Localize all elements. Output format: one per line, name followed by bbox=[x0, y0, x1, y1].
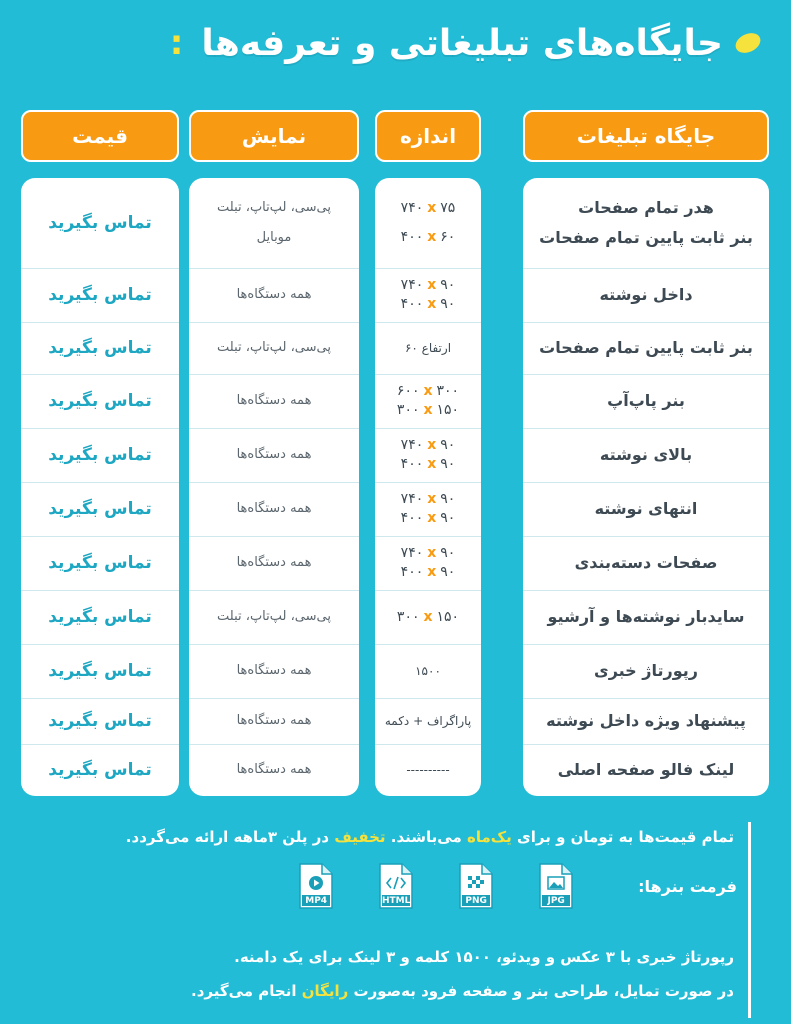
size-cell bbox=[375, 374, 481, 428]
place-cell bbox=[523, 178, 769, 268]
png-file-icon bbox=[458, 862, 494, 910]
size-x: x bbox=[427, 456, 437, 472]
note-highlight-free: رایگان bbox=[301, 982, 349, 1000]
size-height: ۱۵۰ bbox=[436, 402, 460, 418]
size-cell bbox=[375, 744, 481, 796]
size-height: ۹۰ bbox=[440, 510, 456, 526]
display-cell bbox=[189, 374, 359, 428]
place-cell bbox=[523, 322, 769, 374]
size-label: پاراگراف + دکمه bbox=[384, 713, 472, 728]
html-file-label: HTML bbox=[381, 896, 411, 906]
size-height: ۳۰۰ bbox=[436, 383, 460, 400]
price-cell: تماس بگیرید bbox=[48, 390, 152, 411]
display-cell bbox=[189, 268, 359, 322]
size-line bbox=[397, 608, 459, 627]
display-cell bbox=[189, 590, 359, 644]
place-label: لینک فالو صفحه اصلی bbox=[557, 760, 735, 780]
size-width: ۶۰۰ bbox=[396, 383, 420, 400]
yellow-dot-icon bbox=[732, 29, 763, 56]
mp4-file-icon bbox=[298, 862, 334, 910]
mp4-file-label: MP4 bbox=[305, 896, 328, 906]
size-height: ۷۵ bbox=[440, 200, 456, 217]
display-label: همه دستگاه‌ها bbox=[236, 713, 312, 729]
size-line bbox=[401, 455, 456, 474]
note-highlight-month: یک‌ماه bbox=[467, 828, 512, 846]
header-price: قیمت bbox=[21, 110, 179, 162]
note-text: تمام قیمت‌ها به تومان و برای bbox=[511, 828, 734, 846]
display-label: همه دستگاه‌ها bbox=[236, 762, 312, 778]
note-text: انجام می‌گیرد. bbox=[191, 982, 302, 1000]
size-width: ۷۴۰ bbox=[400, 491, 424, 508]
size-height: ۹۰ bbox=[440, 277, 456, 294]
display-cell bbox=[189, 178, 359, 268]
size-line bbox=[401, 436, 456, 455]
size-height: ۹۰ bbox=[440, 545, 456, 562]
size-width: ۷۴۰ bbox=[400, 545, 424, 562]
html-file-icon bbox=[378, 862, 414, 910]
size-line bbox=[401, 295, 456, 314]
price-cell: تماس بگیرید bbox=[48, 759, 152, 780]
display-label: همه دستگاه‌ها bbox=[236, 393, 312, 409]
size-line bbox=[401, 544, 456, 563]
column-display bbox=[189, 178, 359, 796]
price-cell: تماس بگیرید bbox=[48, 660, 152, 681]
size-x: x bbox=[427, 296, 437, 312]
display-cell bbox=[189, 644, 359, 698]
size-line bbox=[397, 401, 459, 420]
size-height: ۹۰ bbox=[440, 437, 456, 454]
place-cell bbox=[523, 590, 769, 644]
size-width: ۳۰۰ bbox=[396, 608, 420, 625]
size-width: ۷۴۰ bbox=[400, 200, 424, 217]
size-cell bbox=[375, 428, 481, 482]
header-size: اندازه bbox=[375, 110, 481, 162]
size-x: x bbox=[427, 545, 437, 562]
size-x: x bbox=[427, 510, 437, 526]
page-title: جایگاه‌های تبلیغاتی و تعرفه‌ها bbox=[201, 22, 723, 64]
display-cell bbox=[189, 428, 359, 482]
display-label: پی‌سی، لپ‌تاپ، تبلت bbox=[217, 609, 331, 625]
note-text: در پلن ۳ماهه ارائه می‌گردد. bbox=[125, 828, 335, 846]
display-label: پی‌سی، لپ‌تاپ، تبلت bbox=[217, 200, 331, 216]
display-cell bbox=[189, 744, 359, 796]
size-height: ۹۰ bbox=[440, 491, 456, 508]
place-label: داخل نوشته bbox=[599, 285, 693, 305]
price-cell: تماس بگیرید bbox=[48, 498, 152, 519]
size-line bbox=[401, 228, 456, 247]
place-label: سایدبار نوشته‌ها و آرشیو bbox=[547, 607, 745, 627]
display-label: موبایل bbox=[256, 230, 292, 245]
place-cell bbox=[523, 644, 769, 698]
size-line bbox=[401, 199, 456, 218]
size-width: ۴۰۰ bbox=[400, 510, 424, 526]
place-cell bbox=[523, 536, 769, 590]
place-label: بنر ثابت پایین تمام صفحات bbox=[539, 228, 753, 247]
place-cell bbox=[523, 374, 769, 428]
size-width: ۴۰۰ bbox=[400, 564, 424, 580]
place-cell bbox=[523, 268, 769, 322]
size-line bbox=[401, 509, 456, 528]
note-highlight-discount: تخفیف bbox=[334, 828, 386, 846]
size-height: ۹۰ bbox=[440, 456, 456, 472]
formats-label: فرمت بنرها: bbox=[638, 876, 737, 896]
size-cell bbox=[375, 644, 481, 698]
display-label: همه دستگاه‌ها bbox=[236, 287, 312, 303]
size-line bbox=[401, 276, 456, 295]
display-cell bbox=[189, 698, 359, 744]
place-label: بنر ثابت پایین تمام صفحات bbox=[539, 338, 753, 358]
column-place bbox=[523, 178, 769, 796]
place-label: بالای نوشته bbox=[599, 445, 693, 465]
notes-section bbox=[22, 822, 751, 1018]
header-display: نمایش bbox=[189, 110, 359, 162]
size-cell bbox=[375, 268, 481, 322]
jpg-file-icon bbox=[538, 862, 574, 910]
size-cell bbox=[375, 698, 481, 744]
formats-row bbox=[298, 862, 737, 910]
price-cell: تماس بگیرید bbox=[48, 212, 152, 233]
size-cell bbox=[375, 322, 481, 374]
size-width: ۴۰۰ bbox=[400, 456, 424, 472]
size-width: ۷۴۰ bbox=[400, 437, 424, 454]
size-height: ۹۰ bbox=[440, 564, 456, 580]
size-cell bbox=[375, 482, 481, 536]
place-cell bbox=[523, 698, 769, 744]
display-cell bbox=[189, 322, 359, 374]
price-cell: تماس بگیرید bbox=[48, 606, 152, 627]
size-width: ۷۴۰ bbox=[400, 277, 424, 294]
display-label: همه دستگاه‌ها bbox=[236, 447, 312, 463]
note-reportage: رپورتاژ خبری با ۳ عکس و ویدئو، ۱۵۰۰ کلمه و ۳ لینک برای یک دامنه. bbox=[234, 948, 734, 966]
jpg-file-label: JPG bbox=[547, 896, 565, 906]
place-cell bbox=[523, 744, 769, 796]
place-label: صفحات دسته‌بندی bbox=[574, 553, 718, 573]
size-x: x bbox=[427, 200, 437, 217]
size-width: ۳۰۰ bbox=[396, 402, 420, 418]
place-label: انتهای نوشته bbox=[594, 499, 698, 519]
note-design bbox=[191, 982, 734, 1000]
size-width: ۴۰۰ bbox=[400, 296, 424, 312]
size-line bbox=[401, 563, 456, 582]
display-label: همه دستگاه‌ها bbox=[236, 663, 312, 679]
place-label: بنر پاپ‌آپ bbox=[607, 391, 685, 411]
note-text: در صورت تمایل، طراحی بنر و صفحه فرود به‌صورت bbox=[348, 982, 734, 1000]
size-x: x bbox=[427, 277, 437, 294]
title-row bbox=[30, 14, 761, 72]
size-x: x bbox=[423, 383, 433, 400]
size-line bbox=[401, 490, 456, 509]
size-label: ۱۵۰۰ bbox=[415, 663, 441, 678]
size-height: ۶۰ bbox=[440, 229, 456, 245]
size-width: ۴۰۰ bbox=[400, 229, 424, 245]
size-x: x bbox=[427, 229, 437, 245]
price-cell: تماس بگیرید bbox=[48, 337, 152, 358]
price-cell: تماس بگیرید bbox=[48, 552, 152, 573]
display-label: همه دستگاه‌ها bbox=[236, 501, 312, 517]
place-label: هدر تمام صفحات bbox=[578, 198, 714, 218]
size-cell bbox=[375, 178, 481, 268]
display-label: همه دستگاه‌ها bbox=[236, 555, 312, 571]
size-cell bbox=[375, 536, 481, 590]
column-price bbox=[21, 178, 179, 796]
note-pricing bbox=[126, 828, 734, 846]
display-label: پی‌سی، لپ‌تاپ، تبلت bbox=[217, 340, 331, 356]
size-label: ---------- bbox=[406, 762, 450, 777]
price-cell: تماس بگیرید bbox=[48, 710, 152, 731]
price-cell: تماس بگیرید bbox=[48, 444, 152, 465]
display-cell bbox=[189, 482, 359, 536]
size-x: x bbox=[423, 608, 433, 625]
place-cell bbox=[523, 428, 769, 482]
display-cell bbox=[189, 536, 359, 590]
place-cell bbox=[523, 482, 769, 536]
note-text: می‌باشند. bbox=[385, 828, 467, 846]
column-size bbox=[375, 178, 481, 796]
header-place: جایگاه تبلیغات bbox=[523, 110, 769, 162]
png-file-label: PNG bbox=[465, 896, 487, 906]
size-line bbox=[397, 382, 459, 401]
size-x: x bbox=[427, 491, 437, 508]
place-label: رپورتاژ خبری bbox=[594, 661, 698, 681]
place-label: پیشنهاد ویژه داخل نوشته bbox=[546, 711, 746, 731]
title-colon: : bbox=[169, 23, 184, 63]
size-height: ۹۰ bbox=[440, 296, 456, 312]
price-cell: تماس بگیرید bbox=[48, 284, 152, 305]
size-label: ارتفاع ۶۰ bbox=[404, 340, 452, 355]
size-x: x bbox=[427, 564, 437, 580]
size-cell bbox=[375, 590, 481, 644]
size-x: x bbox=[423, 402, 433, 418]
size-height: ۱۵۰ bbox=[436, 608, 460, 625]
size-x: x bbox=[427, 437, 437, 454]
